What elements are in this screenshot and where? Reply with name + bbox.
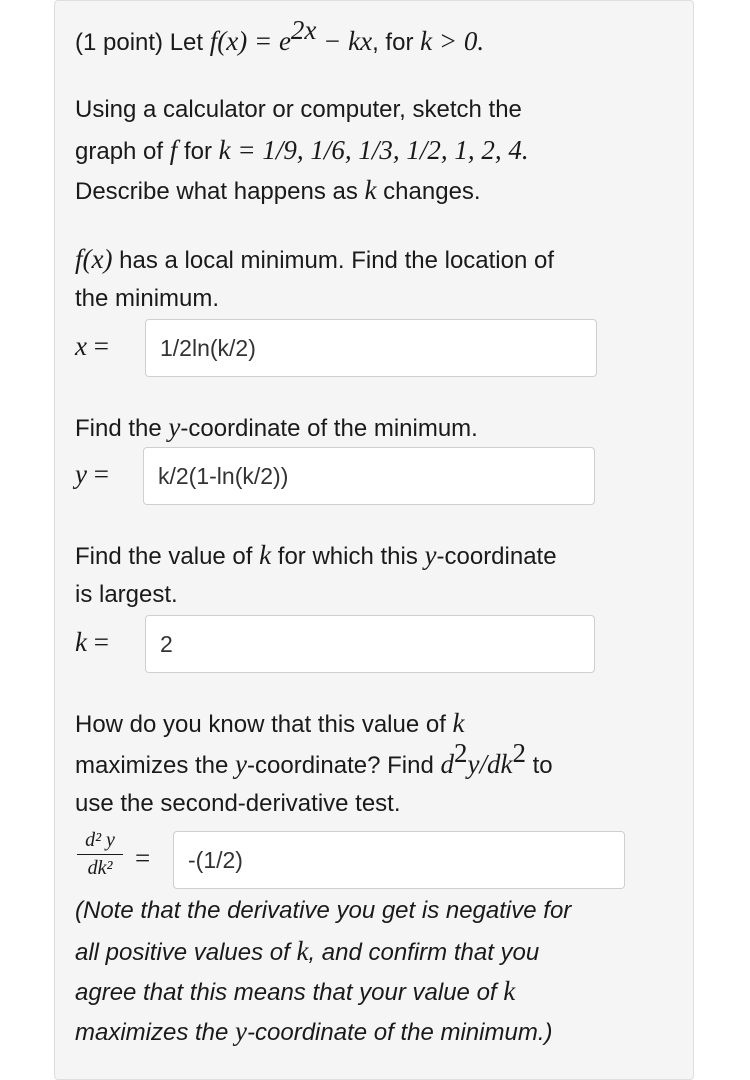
q1-text-line-1: f(x) has a local minimum. Find the location of bbox=[75, 244, 555, 274]
fraction-denominator: dk² bbox=[87, 857, 113, 879]
note-line-2: all positive values of k, and confirm that you bbox=[75, 936, 540, 966]
q2-label: y = bbox=[75, 459, 109, 489]
intro-line-2: graph of f for k = 1/9, 1/6, 1/3, 1/2, 1, 2, 4. bbox=[75, 135, 529, 165]
q3-text-line-1: Find the value of k for which this y-coordinate bbox=[75, 540, 557, 570]
problem-card bbox=[54, 0, 694, 1080]
q1-answer-input[interactable]: 1/2ln(k/2) bbox=[145, 319, 597, 377]
q3-label: k = bbox=[75, 627, 109, 657]
q4-equals: = bbox=[135, 843, 151, 873]
q4-answer-input[interactable]: -(1/2) bbox=[173, 831, 625, 889]
problem-header: (1 point) Let $f(x) = e^{2x}$ − kx, for k > 0. bbox=[75, 15, 485, 56]
note-line-4: maximizes the y-coordinate of the minimum.) bbox=[75, 1016, 553, 1046]
q2-answer-input[interactable]: k/2(1-ln(k/2)) bbox=[143, 447, 595, 505]
q3-answer-input[interactable]: 2 bbox=[145, 615, 595, 673]
fraction-numerator: d² y bbox=[85, 829, 115, 851]
q1-label: x = bbox=[75, 331, 109, 361]
q4-text-line-2: maximizes the y-coordinate? Find $d^2y/dk^2$ to bbox=[75, 738, 553, 779]
intro-line-3: Describe what happens as k changes. bbox=[75, 175, 481, 205]
second-derivative-fraction bbox=[77, 829, 123, 880]
note-line-1: (Note that the derivative you get is negative for bbox=[75, 897, 572, 924]
q4-text-line-1: How do you know that this value of k bbox=[75, 708, 465, 738]
q4-text-line-3: use the second-derivative test. bbox=[75, 790, 401, 817]
q1-text-line-2: the minimum. bbox=[75, 285, 220, 312]
note-line-3: agree that this means that your value of k bbox=[75, 976, 516, 1006]
q2-text: Find the y-coordinate of the minimum. bbox=[75, 412, 478, 442]
fraction-bar bbox=[77, 854, 123, 855]
intro-line-1: Using a calculator or computer, sketch the bbox=[75, 96, 522, 123]
q3-text-line-2: is largest. bbox=[75, 581, 178, 608]
